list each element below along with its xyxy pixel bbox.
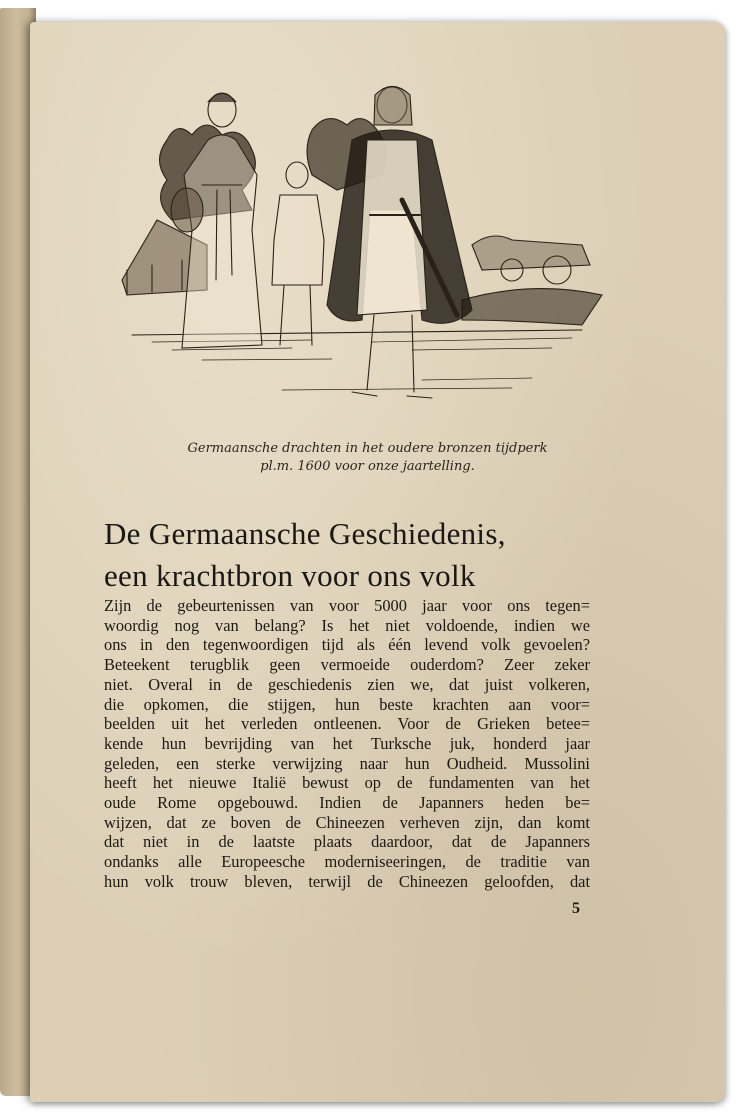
body-line: hun volk trouw bleven, terwijl de Chineezen geloofden, dat <box>104 871 590 891</box>
body-line: ondanks alle Europeesche moderniseeringen, de traditie van <box>104 852 590 872</box>
body-line: heeft het nieuwe Italië bewust op de fundamenten van het <box>104 773 590 793</box>
heading-line-2: een krachtbron voor ons volk <box>104 558 476 593</box>
caption-line-2: pl.m. 1600 voor onze jaartelling. <box>260 459 475 474</box>
body-line: ons in den tegenwoordigen tijd als één levend volk gevoelen? <box>104 635 590 655</box>
heading-line-1: De Germaansche Geschiedenis, <box>104 516 506 551</box>
chapter-heading <box>104 513 604 597</box>
body-line: niet. Overal in de geschiedenis zien we, dat juist volkeren, <box>104 674 590 694</box>
page-number: 5 <box>572 900 580 917</box>
body-line: Beteekent terugblik geen vermoeide ouderdom? Zeer zeker <box>104 655 590 675</box>
body-line: Zijn de gebeurtenissen van voor 5000 jaar voor ons tegen= <box>104 596 590 615</box>
body-line: geleden, een sterke verwijzing naar hun Oudheid. Mussolini <box>104 753 590 773</box>
body-line: woordig nog van belang? Is het niet voldoende, indien we <box>104 615 590 635</box>
body-line: dat niet in de laatste plaats daardoor, dat de Japanners <box>104 832 590 852</box>
body-paragraph <box>104 596 590 892</box>
illustration-caption <box>120 440 615 476</box>
body-line: beelden uit het verleden ontleenen. Voor de Grieken betee= <box>104 714 590 734</box>
caption-line-1: Germaansche drachten in het oudere bronzen tijdperk <box>187 441 548 456</box>
body-line: kende hun bevrijding van het Turksche juk, honderd jaar <box>104 733 590 753</box>
body-line: die opkomen, die stijgen, hun beste krachten aan voor= <box>104 694 590 714</box>
body-line: wijzen, dat ze boven de Chineezen verheven zijn, dan komt <box>104 812 590 832</box>
germanic-costumes-illustration <box>112 80 608 425</box>
body-line: oude Rome opgebouwd. Indien de Japanners heden be= <box>104 793 590 813</box>
